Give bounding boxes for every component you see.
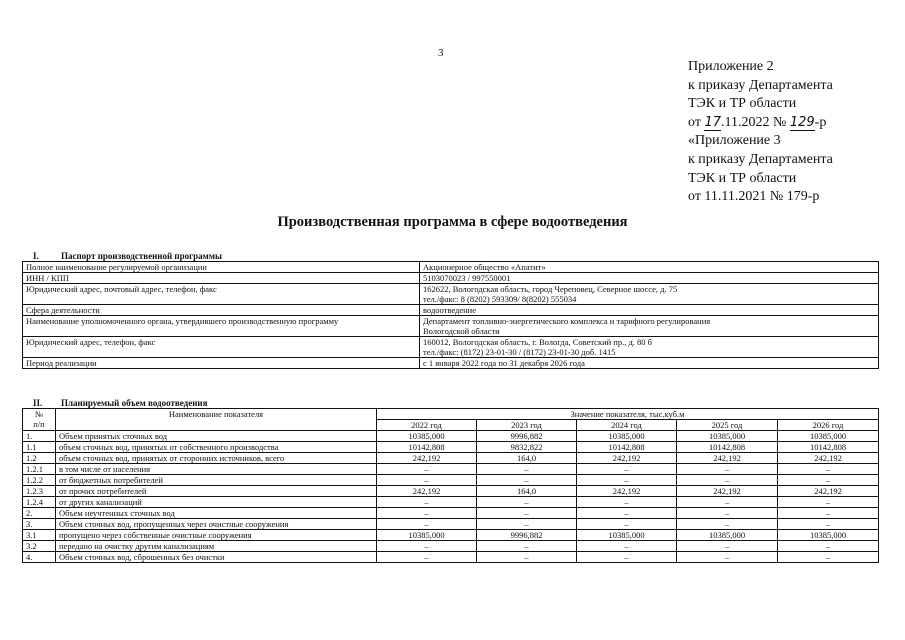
value-cell: –	[778, 475, 879, 486]
value-cell: –	[677, 497, 778, 508]
passport-value	[420, 305, 879, 316]
indicator-name: от прочих потребителей	[56, 486, 377, 497]
appendix-line: к приказу Департамента	[688, 151, 833, 167]
value-cell: –	[677, 508, 778, 519]
passport-value-line: водоотведение	[423, 305, 476, 315]
indicator-name: от бюджетных потребителей	[56, 475, 377, 486]
section-heading	[33, 251, 222, 261]
value-cell: –	[377, 519, 477, 530]
value-cell: –	[677, 541, 778, 552]
table-row	[23, 486, 879, 497]
value-cell: –	[778, 464, 879, 475]
value-cell: –	[377, 541, 477, 552]
value-cell: 164,0	[477, 453, 577, 464]
value-cell: –	[778, 508, 879, 519]
value-cell: –	[477, 541, 577, 552]
indicator-name: объем сточных вод, принятых от собственного производства	[56, 442, 377, 453]
value-cell: 242,192	[377, 453, 477, 464]
value-cell: –	[477, 519, 577, 530]
row-number: 1.1	[23, 442, 56, 453]
indicator-name: в том числе от населения	[56, 464, 377, 475]
passport-label: Юридический адрес, почтовый адрес, телефон, факс	[23, 284, 420, 305]
passport-value-line: тел./факс: 8 (8202) 593309/ 8(8202) 555034	[423, 294, 577, 304]
value-cell: 10385,000	[677, 530, 778, 541]
indicator-name: Объем неучтенных сточных вод	[56, 508, 377, 519]
passport-value-line: Департамент топливно-энергетического комплекса и тарифного регулирования	[423, 316, 711, 326]
value-cell: –	[577, 519, 677, 530]
passport-row	[23, 358, 879, 369]
value-cell: –	[377, 464, 477, 475]
value-cell: 9996,882	[477, 530, 577, 541]
passport-row	[23, 316, 879, 337]
passport-label: Полное наименование регулируемой организации	[23, 262, 420, 273]
passport-value-line: 162622, Вологодская область, город Череповец, Северное шоссе, д. 75	[423, 284, 678, 294]
appendix-line: ТЭК и ТР области	[688, 170, 797, 186]
handwritten-order-number: 129	[789, 114, 815, 130]
passport-label: Сфера деятельности	[23, 305, 420, 316]
indicator-name: передано на очистку другим канализациям	[56, 541, 377, 552]
appendix-line: Приложение 2	[688, 59, 774, 74]
value-cell: 10385,000	[778, 431, 879, 442]
value-cell: –	[377, 475, 477, 486]
value-cell: 10142,808	[778, 442, 879, 453]
passport-label: Юридический адрес, телефон, факс	[23, 337, 420, 358]
value-cell: 10385,000	[577, 530, 677, 541]
row-number: 1.2.3	[23, 486, 56, 497]
passport-value	[420, 316, 879, 337]
section-number: I.	[33, 251, 39, 261]
value-cell: –	[577, 541, 677, 552]
passport-row	[23, 337, 879, 358]
value-cell: –	[377, 552, 477, 563]
value-cell: –	[477, 475, 577, 486]
passport-value	[420, 337, 879, 358]
passport-value-line: 5103070023 / 997550001	[423, 273, 511, 283]
value-cell: 242,192	[577, 453, 677, 464]
value-cell: –	[477, 508, 577, 519]
passport-label: ИНН / КПП	[23, 273, 420, 284]
section-title: Планируемый объем водоотведения	[61, 398, 208, 408]
row-number: 1.2	[23, 453, 56, 464]
row-number: 1.2.2	[23, 475, 56, 486]
passport-value-line: Акционерное общество «Апатит»	[423, 262, 546, 272]
handwritten-day: 17	[704, 114, 721, 130]
indicator-name: объем сточных вод, принятых от сторонних источников, всего	[56, 453, 377, 464]
value-cell: –	[577, 508, 677, 519]
year-header: 2023 год	[477, 420, 577, 431]
appendix-line: ТЭК и ТР области	[688, 96, 797, 112]
volume-table	[22, 408, 879, 563]
table-row	[23, 530, 879, 541]
value-cell: –	[577, 552, 677, 563]
table-row	[23, 464, 879, 475]
indicator-name: Объем сточных вод, сброшенных без очистки	[56, 552, 377, 563]
value-cell: –	[677, 464, 778, 475]
passport-table	[22, 261, 879, 369]
indicator-name: Объем сточных вод, пропущенных через очистные сооружения	[56, 519, 377, 530]
passport-value	[420, 284, 879, 305]
header-value: Значение показателя, тыс.куб.м	[377, 409, 879, 420]
value-cell: 10385,000	[577, 431, 677, 442]
value-cell: 242,192	[677, 486, 778, 497]
value-cell: 10385,000	[377, 431, 477, 442]
row-number: 4.	[23, 552, 56, 563]
value-cell: 9832,822	[477, 442, 577, 453]
appendix-date-mid: .11.2022 №	[720, 114, 790, 130]
value-cell: –	[577, 464, 677, 475]
document-title: Производственная программа в сфере водоотведения	[277, 214, 628, 230]
value-cell: 164,0	[477, 486, 577, 497]
row-number: 1.	[23, 431, 56, 442]
passport-row	[23, 284, 879, 305]
appendix-date-prefix: от	[688, 114, 705, 130]
table-row	[23, 497, 879, 508]
passport-value	[420, 273, 879, 284]
page-number: 3	[438, 47, 444, 59]
appendix-line: «Приложение 3	[688, 133, 781, 149]
row-number: 3.	[23, 519, 56, 530]
row-number: 3.2	[23, 541, 56, 552]
appendix-line: к приказу Департамента	[688, 77, 833, 93]
table-row	[23, 431, 879, 442]
value-cell: 10385,000	[677, 431, 778, 442]
year-header: 2026 год	[778, 420, 879, 431]
value-cell: 242,192	[778, 486, 879, 497]
value-cell: 10385,000	[377, 530, 477, 541]
value-cell: –	[677, 475, 778, 486]
value-cell: –	[778, 519, 879, 530]
indicator-name: Объем принятых сточных вод	[56, 431, 377, 442]
value-cell: –	[377, 497, 477, 508]
passport-value-line: с 1 января 2022 года по 31 декабря 2026 года	[423, 358, 585, 368]
appendix-date-line	[688, 114, 898, 133]
passport-label: Наименование уполномоченного органа, утвердившего производственную программу	[23, 316, 420, 337]
section-title: Паспорт производственной программы	[61, 251, 222, 261]
row-number: 1.2.4	[23, 497, 56, 508]
appendix-date-suffix: -р	[814, 114, 827, 130]
value-cell: 242,192	[577, 486, 677, 497]
row-number: 3.1	[23, 530, 56, 541]
passport-row	[23, 305, 879, 316]
value-cell: 10142,808	[577, 442, 677, 453]
indicator-name: от других канализаций	[56, 497, 377, 508]
table-row	[23, 541, 879, 552]
appendix-line: от 11.11.2021 № 179-р	[688, 189, 820, 205]
value-cell: –	[477, 464, 577, 475]
value-cell: –	[477, 497, 577, 508]
table-row	[23, 552, 879, 563]
passport-value-line: 160012, Вологодская область, г. Вологда, Советский пр., д. 80 б	[423, 337, 653, 347]
passport-label: Период реализации	[23, 358, 420, 369]
table-row	[23, 453, 879, 464]
value-cell: –	[477, 552, 577, 563]
value-cell: 9996,882	[477, 431, 577, 442]
value-cell: 242,192	[677, 453, 778, 464]
header-indicator: Наименование показателя	[56, 409, 377, 431]
passport-value-line: Вологодской области	[423, 326, 500, 336]
value-cell: –	[677, 552, 778, 563]
value-cell: –	[377, 508, 477, 519]
value-cell: 10142,808	[377, 442, 477, 453]
table-row	[23, 519, 879, 530]
year-header: 2025 год	[677, 420, 778, 431]
year-header: 2024 год	[577, 420, 677, 431]
value-cell: –	[577, 475, 677, 486]
value-cell: 10385,000	[778, 530, 879, 541]
table-row	[23, 475, 879, 486]
year-header: 2022 год	[377, 420, 477, 431]
value-cell: 10142,808	[677, 442, 778, 453]
passport-row	[23, 262, 879, 273]
value-cell: –	[778, 552, 879, 563]
appendix-block	[688, 58, 898, 207]
section-number: II.	[33, 398, 43, 408]
value-cell: –	[677, 519, 778, 530]
indicator-name: пропущено через собственные очистные сооружения	[56, 530, 377, 541]
section-heading	[33, 398, 207, 408]
value-cell: –	[778, 541, 879, 552]
passport-value	[420, 262, 879, 273]
value-cell: –	[577, 497, 677, 508]
table-row	[23, 442, 879, 453]
value-cell: 242,192	[377, 486, 477, 497]
row-number: 2.	[23, 508, 56, 519]
passport-row	[23, 273, 879, 284]
value-cell: –	[778, 497, 879, 508]
value-cell: 242,192	[778, 453, 879, 464]
header-number: № п/п	[23, 409, 56, 431]
table-row	[23, 508, 879, 519]
passport-value	[420, 358, 879, 369]
row-number: 1.2.1	[23, 464, 56, 475]
passport-value-line: тел./факс: (8172) 23-01-30 / (8172) 23-01-30 доб. 1415	[423, 347, 616, 357]
